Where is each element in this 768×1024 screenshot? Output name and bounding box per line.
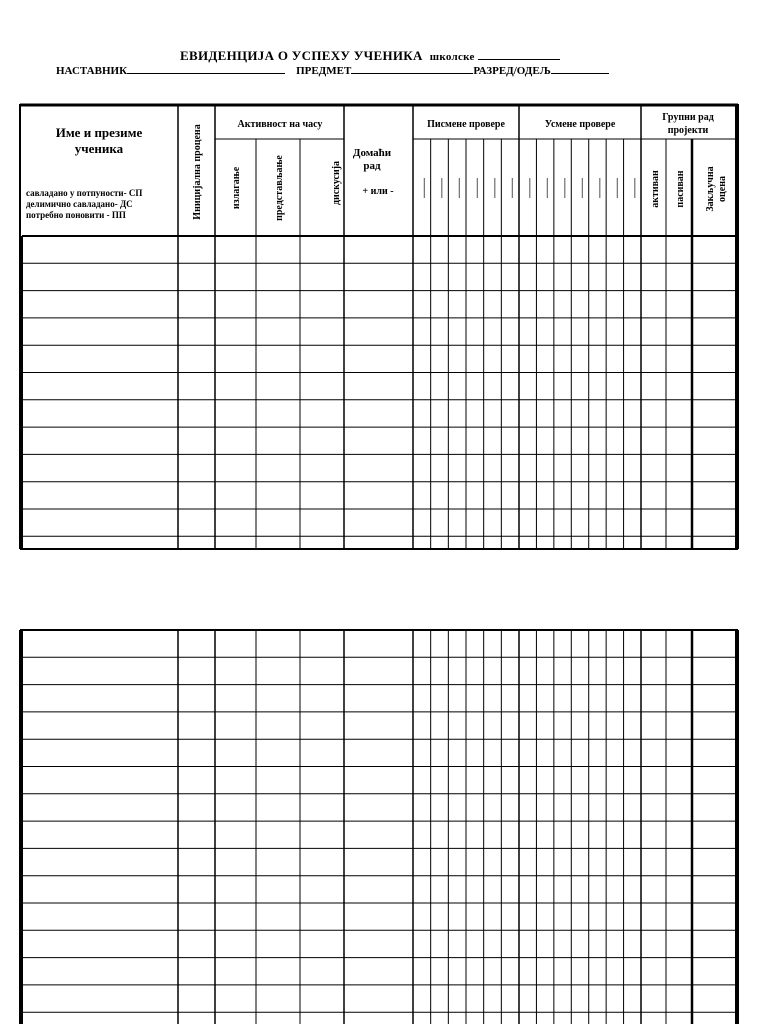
test-column-mark: .......... [593,178,603,198]
test-column-mark: .......... [470,178,480,198]
class-activity-header: Активност на часу [237,119,323,130]
group-col-active: активан [650,170,661,208]
group-work-header-line1: Групни рад [662,112,714,123]
written-tests-header: Писмене провере [427,119,505,130]
test-column-mark: .......... [576,178,585,198]
legend-line2: делимично савладано- ДС [26,199,133,209]
legend-line3: потребно поновити - ПП [26,210,126,220]
legend-line1: савладано у потпуности- СП [26,188,143,198]
homework-header-line2: рад [363,160,381,172]
group-col-passive: пасиван [675,170,686,208]
homework-header-line1: Домаћи [352,147,392,159]
school-year-label: школске [429,51,475,63]
test-column-mark: .......... [628,178,638,198]
class-label: РАЗРЕД/ОДЕЉ [473,65,551,77]
test-column-mark: .......... [523,178,533,198]
test-column-mark: .......... [558,178,568,198]
name-header-line2: ученика [74,141,124,156]
activity-col-presenting: излагање [231,166,242,210]
test-column-mark: .......... [506,178,516,198]
test-column-mark: .......... [488,178,498,198]
test-column-mark: .......... [453,178,463,198]
test-column-mark: .......... [417,178,427,198]
activity-col-showing: представљање [274,155,285,221]
oral-tests-header: Усмене провере [544,119,616,130]
title-text: ЕВИДЕНЦИЈА О УСПЕХУ УЧЕНИКА [180,48,423,63]
test-column-mark: .......... [435,178,445,198]
activity-col-discussion: дискусија [331,160,342,206]
initial-grade-header: Иницијална процена [192,124,203,220]
group-work-header-line2: пројекти [667,125,709,136]
name-header-line1: Име и презиме [55,125,143,140]
homework-sign: + или - [362,186,394,197]
subject-label: ПРЕДМЕТ [296,65,352,77]
test-column-mark: .......... [610,178,620,198]
final-grade-line1: Закључна [705,166,716,212]
final-grade-line2: оцена [717,176,728,202]
test-column-mark: .......... [541,178,551,198]
teacher-label: НАСТАВНИК [56,65,128,77]
